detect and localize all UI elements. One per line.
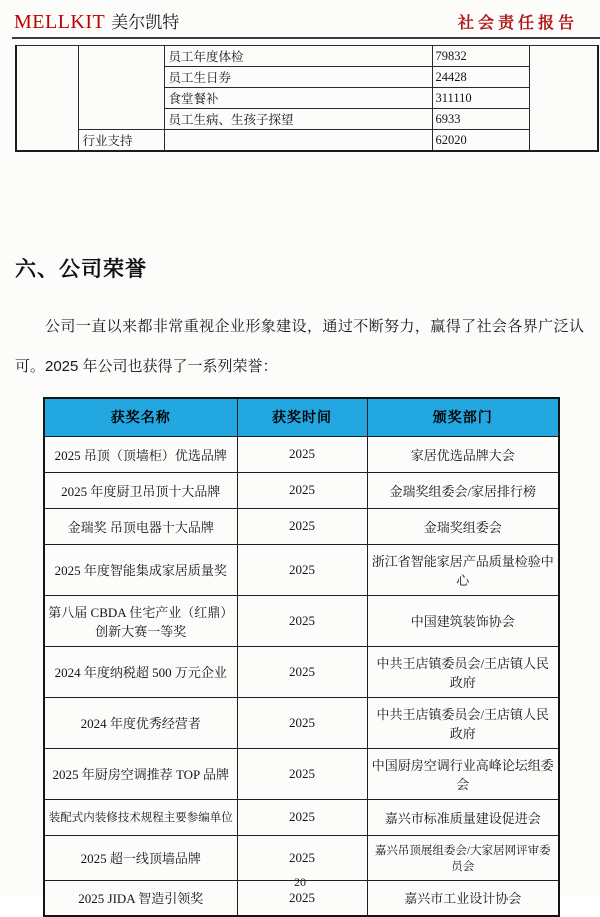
awards-col-header-time: 获奖时间 (237, 398, 367, 436)
benefit-value: 24428 (432, 67, 529, 88)
benefit-category-label: 行业支持 (78, 130, 164, 152)
award-dept: 家居优选品牌大会 (367, 436, 559, 472)
table-row (44, 748, 559, 799)
award-time: 2025 (237, 880, 367, 916)
award-time: 2025 (237, 508, 367, 544)
award-dept: 中国建筑装饰协会 (367, 595, 559, 646)
table-row (44, 595, 559, 646)
award-dept: 中共王店镇委员会/王店镇人民政府 (367, 646, 559, 697)
award-dept: 嘉兴市标准质量建设促进会 (367, 799, 559, 835)
benefit-item: 员工生病、生孩子探望 (164, 109, 432, 130)
section-paragraph: 公司一直以来都非常重视企业形象建设，通过不断努力，赢得了社会各界广泛认可。2025 年公司也获得了一系列荣誉： (15, 318, 584, 375)
awards-table (43, 397, 560, 917)
benefit-value: 79832 (432, 46, 529, 67)
award-dept: 嘉兴市工业设计协会 (367, 880, 559, 916)
award-time: 2025 (237, 595, 367, 646)
table-row (44, 508, 559, 544)
award-time: 2025 (237, 472, 367, 508)
award-name: 装配式内装修技术规程主要参编单位 (44, 799, 237, 835)
award-time: 2025 (237, 799, 367, 835)
award-dept: 中国厨房空调行业高峰论坛组委会 (367, 748, 559, 799)
benefits-merged-category-cell (78, 46, 164, 130)
award-name: 2025 JIDA 智造引领奖 (44, 880, 237, 916)
award-name: 金瑞奖 吊顶电器十大品牌 (44, 508, 237, 544)
table-row (44, 835, 559, 880)
brand (14, 8, 179, 34)
benefit-item: 员工生日券 (164, 67, 432, 88)
benefit-item-empty (164, 130, 432, 152)
table-row (44, 799, 559, 835)
award-name: 2024 年度纳税超 500 万元企业 (44, 646, 237, 697)
section-heading: 六、公司荣誉 (15, 257, 147, 281)
award-time: 2025 (237, 436, 367, 472)
table-row (44, 436, 559, 472)
benefit-value: 311110 (432, 88, 529, 109)
brand-logo-text: MELLKIT (14, 11, 106, 33)
award-dept: 嘉兴吊顶展组委会/大家居网评审委员会 (367, 835, 559, 880)
award-dept: 中共王店镇委员会/王店镇人民政府 (367, 697, 559, 748)
award-name: 2025 年度智能集成家居质量奖 (44, 544, 237, 595)
table-row (44, 697, 559, 748)
awards-header-row (44, 398, 559, 436)
benefits-merged-right-cell (529, 46, 598, 152)
award-name: 2025 吊顶（顶墙柜）优选品牌 (44, 436, 237, 472)
page-header (0, 0, 600, 34)
table-row (16, 130, 598, 152)
benefits-table (15, 45, 599, 152)
table-row (44, 472, 559, 508)
award-time: 2025 (237, 544, 367, 595)
table-row (16, 46, 598, 67)
awards-col-header-dept: 颁奖部门 (367, 398, 559, 436)
award-time: 2025 (237, 835, 367, 880)
benefit-value: 62020 (432, 130, 529, 152)
brand-name-cn: 美尔凯特 (111, 13, 180, 32)
award-name: 2024 年度优秀经营者 (44, 697, 237, 748)
benefit-item: 食堂餐补 (164, 88, 432, 109)
awards-col-header-name: 获奖名称 (44, 398, 237, 436)
award-time: 2025 (237, 748, 367, 799)
award-name: 2025 年厨房空调推荐 TOP 品牌 (44, 748, 237, 799)
award-time: 2025 (237, 646, 367, 697)
page-number: 20 (294, 875, 306, 889)
award-dept: 浙江省智能家居产品质量检验中心 (367, 544, 559, 595)
header-rule (12, 37, 600, 39)
award-dept: 金瑞奖组委会 (367, 508, 559, 544)
table-row (44, 646, 559, 697)
benefit-item: 员工年度体检 (164, 46, 432, 67)
award-name: 2025 超一线顶墙品牌 (44, 835, 237, 880)
report-title: 社会责任报告 (457, 15, 578, 32)
award-name: 2025 年度厨卫吊顶十大品牌 (44, 472, 237, 508)
award-name: 第八届 CBDA 住宅产业（红鼎）创新大赛一等奖 (44, 595, 237, 646)
table-row (44, 544, 559, 595)
award-time: 2025 (237, 697, 367, 748)
benefit-value: 6933 (432, 109, 529, 130)
award-dept: 金瑞奖组委会/家居排行榜 (367, 472, 559, 508)
benefits-merged-left-cell (16, 46, 78, 152)
